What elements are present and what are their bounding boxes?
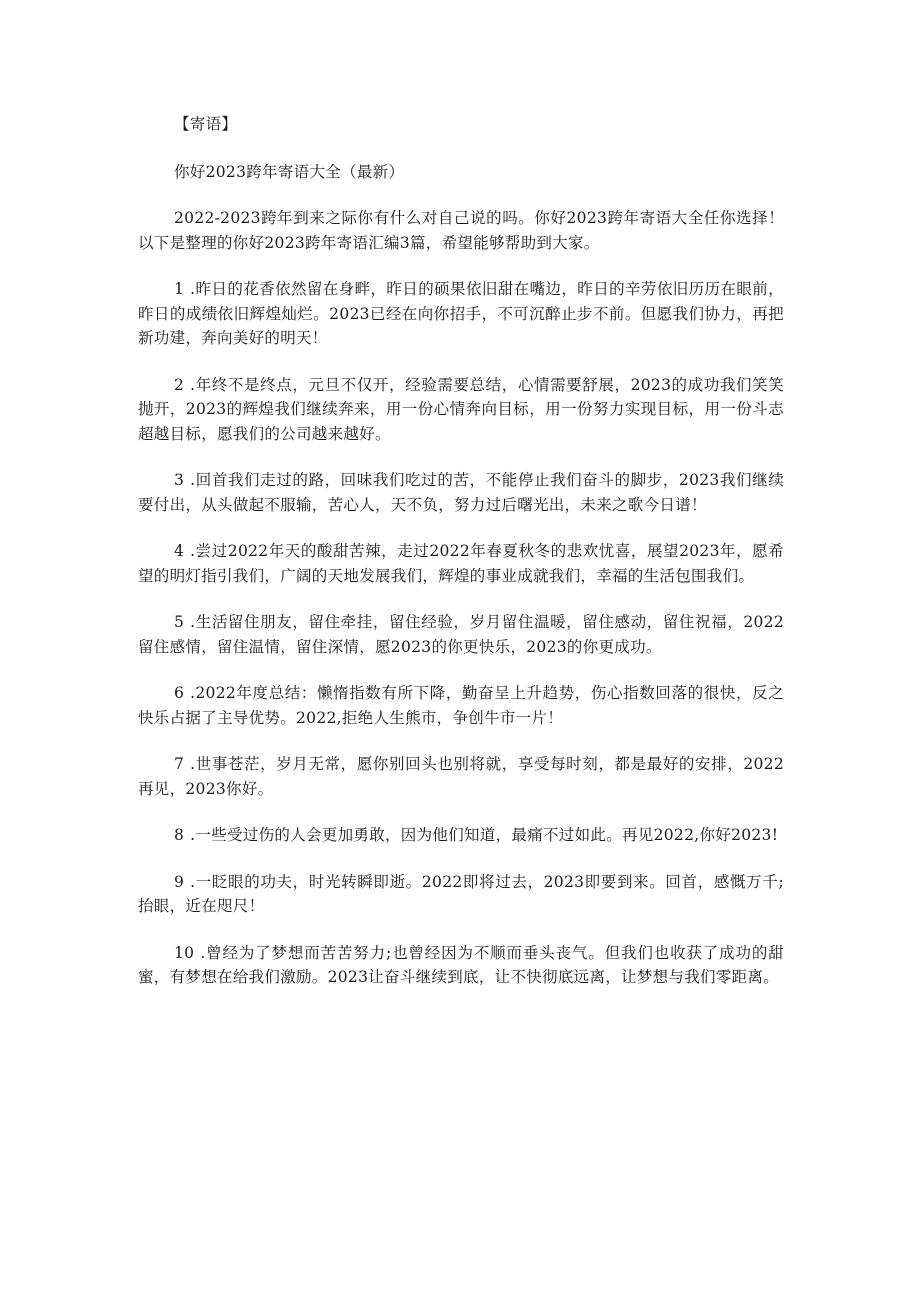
list-item bbox=[138, 277, 784, 351]
item-text: .曾经为了梦想而苦苦努力;也曾经因为不顺而垂头丧气。但我们也收获了成功的甜蜜，有梦想在给我们激励。2023让奋斗继续到底，让不快彻底远离，让梦想与我们零距离。 bbox=[138, 943, 784, 986]
item-text: .一眨眼的功夫，时光转瞬即逝。2022即将过去，2023即要到来。回首，感慨万千;抬眼，近在咫尺！ bbox=[138, 872, 784, 915]
item-text: .世事苍茫，岁月无常，愿你别回头也别将就，享受每时刻，都是最好的安排，2022再见，2023你好。 bbox=[138, 755, 784, 798]
item-number: 10 bbox=[174, 943, 195, 962]
item-number: 5 bbox=[174, 613, 185, 631]
list-item bbox=[138, 468, 784, 517]
list-item bbox=[138, 752, 784, 801]
item-number: 7 bbox=[174, 755, 185, 773]
list-item bbox=[138, 610, 784, 659]
item-text: .回首我们走过的路，回味我们吃过的苦，不能停止我们奋斗的脚步，2023我们继续要付出，从头做起不服输，苦心人，天不负，努力过后曙光出，未来之歌今日谱！ bbox=[138, 471, 784, 514]
list-item bbox=[138, 373, 784, 447]
list-item bbox=[138, 823, 784, 848]
section-heading: 【寄语】 bbox=[174, 115, 238, 133]
item-number: 8 bbox=[174, 826, 185, 844]
document-title: 你好2023跨年寄语大全（最新） bbox=[174, 162, 405, 181]
intro-paragraph: 2022-2023跨年到来之际你有什么对自己说的吗。你好2023跨年寄语大全任你选择！以下是整理的你好2023跨年寄语汇编3篇，希望能够帮助到大家。 bbox=[138, 209, 784, 252]
item-number: 9 bbox=[174, 872, 185, 891]
item-text: .一些受过伤的人会更加勇敢，因为他们知道，最痛不过如此。再见2022,你好2023! bbox=[190, 826, 779, 844]
item-number: 3 bbox=[174, 471, 185, 489]
document-body bbox=[138, 112, 784, 1012]
list-item bbox=[138, 870, 784, 919]
list-item bbox=[138, 941, 784, 990]
item-number: 4 bbox=[174, 542, 185, 560]
item-text: .年终不是终点，元旦不仅开，经验需要总结，心情需要舒展，2023的成功我们笑笑抛开，2023的辉煌我们继续奔来，用一份心情奔向目标，用一份努力实现目标，用一份斗志超越目标，愿我们的公司越来越好。 bbox=[138, 375, 784, 443]
list-item bbox=[138, 539, 784, 588]
item-text: .尝过2022年天的酸甜苦辣，走过2022年春夏秋冬的悲欢忧喜，展望2023年，愿希望的明灯指引我们，广阔的天地发展我们，辉煌的事业成就我们，幸福的生活包围我们。 bbox=[138, 542, 784, 585]
item-number: 6 bbox=[174, 684, 185, 702]
item-text: .生活留住朋友，留住牵挂，留住经验，岁月留住温暖，留住感动，留住祝福，2022留住感情，留住温情，留住深情，愿2023的你更快乐，2023的你更成功。 bbox=[138, 613, 784, 656]
item-text: .昨日的花香依然留在身畔，昨日的硕果依旧甜在嘴边，昨日的辛劳依旧历历在眼前，昨日的成绩依旧辉煌灿烂。2023已经在向你招手，不可沉醉止步不前。但愿我们协力，再把新功建，奔向美好的明天！ bbox=[138, 280, 784, 347]
item-text: .2022年度总结：懒惰指数有所下降，勤奋呈上升趋势，伤心指数回落的很快，反之快乐占据了主导优势。2022,拒绝人生熊市，争创牛市一片！ bbox=[138, 684, 784, 727]
item-number: 1 bbox=[174, 280, 185, 298]
item-number: 2 bbox=[174, 375, 185, 394]
list-item bbox=[138, 681, 784, 730]
